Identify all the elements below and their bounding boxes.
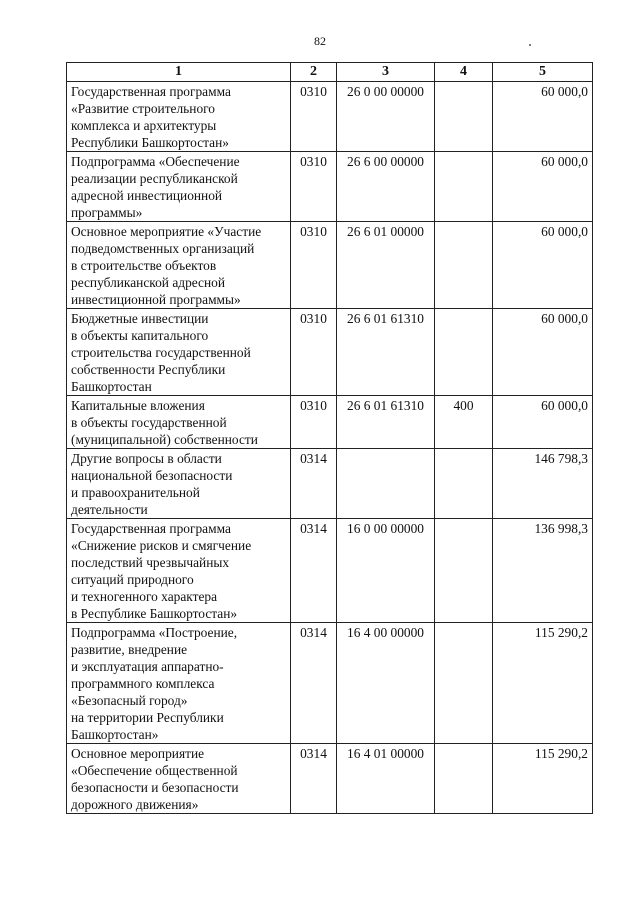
header-col-1: 1 bbox=[67, 63, 291, 82]
table-row bbox=[67, 396, 593, 449]
item-name-line: Другие вопросы в области bbox=[71, 451, 222, 466]
section-cell: 0310 bbox=[291, 152, 337, 222]
table-row bbox=[67, 309, 593, 396]
expense-type-cell: 400 bbox=[435, 396, 493, 449]
item-name-line: Подпрограмма «Обеспечение bbox=[71, 154, 240, 169]
item-name-line: дорожного движения» bbox=[71, 797, 199, 812]
item-name-line: «Обеспечение общественной bbox=[71, 763, 238, 778]
target-code-cell: 16 4 00 00000 bbox=[337, 623, 435, 744]
item-name-cell bbox=[67, 309, 291, 396]
item-name-line: (муниципальной) собственности bbox=[71, 432, 258, 447]
item-name-line: реализации республиканской bbox=[71, 171, 238, 186]
item-name-line: Государственная программа bbox=[71, 84, 231, 99]
item-name-line: «Развитие строительного bbox=[71, 101, 215, 116]
header-col-2: 2 bbox=[291, 63, 337, 82]
item-name-line: последствий чрезвычайных bbox=[71, 555, 230, 570]
section-cell: 0314 bbox=[291, 744, 337, 814]
item-name-line: подведомственных организаций bbox=[71, 241, 255, 256]
item-name-line: в объекты государственной bbox=[71, 415, 227, 430]
item-name-line: собственности Республики bbox=[71, 362, 226, 377]
amount-cell: 60 000,0 bbox=[493, 222, 593, 309]
expense-type-cell bbox=[435, 623, 493, 744]
item-name-line: развитие, внедрение bbox=[71, 642, 188, 657]
table-row bbox=[67, 222, 593, 309]
item-name-line: Основное мероприятие bbox=[71, 746, 205, 761]
item-name-cell bbox=[67, 82, 291, 152]
target-code-cell bbox=[337, 449, 435, 519]
item-name-line: в объекты капитального bbox=[71, 328, 209, 343]
amount-cell: 60 000,0 bbox=[493, 152, 593, 222]
item-name-line: и правоохранительной bbox=[71, 485, 200, 500]
scan-speck bbox=[529, 44, 531, 46]
target-code-cell: 26 6 00 00000 bbox=[337, 152, 435, 222]
expense-type-cell bbox=[435, 519, 493, 623]
table-row bbox=[67, 449, 593, 519]
section-cell: 0310 bbox=[291, 222, 337, 309]
item-name-line: республиканской адресной bbox=[71, 275, 226, 290]
item-name-line: Подпрограмма «Построение, bbox=[71, 625, 238, 640]
table-row bbox=[67, 623, 593, 744]
expense-type-cell bbox=[435, 152, 493, 222]
item-name-line: инвестиционной программы» bbox=[71, 292, 241, 307]
header-col-5: 5 bbox=[493, 63, 593, 82]
target-code-cell: 26 6 01 61310 bbox=[337, 309, 435, 396]
expense-type-cell bbox=[435, 744, 493, 814]
item-name-line: Башкортостан bbox=[71, 379, 152, 394]
target-code-cell: 16 0 00 00000 bbox=[337, 519, 435, 623]
expense-type-cell bbox=[435, 449, 493, 519]
item-name-line: в строительстве объектов bbox=[71, 258, 217, 273]
item-name-cell bbox=[67, 623, 291, 744]
target-code-cell: 26 0 00 00000 bbox=[337, 82, 435, 152]
item-name-line: национальной безопасности bbox=[71, 468, 233, 483]
section-cell: 0310 bbox=[291, 82, 337, 152]
amount-cell: 115 290,2 bbox=[493, 623, 593, 744]
item-name-line: ситуаций природного bbox=[71, 572, 194, 587]
item-name-line: деятельности bbox=[71, 502, 148, 517]
amount-cell: 136 998,3 bbox=[493, 519, 593, 623]
header-row bbox=[67, 63, 593, 82]
section-cell: 0314 bbox=[291, 623, 337, 744]
amount-cell: 60 000,0 bbox=[493, 309, 593, 396]
item-name-line: «Снижение рисков и смягчение bbox=[71, 538, 252, 553]
header-col-3: 3 bbox=[337, 63, 435, 82]
item-name-line: программного комплекса bbox=[71, 676, 215, 691]
item-name-line: и техногенного характера bbox=[71, 589, 218, 604]
item-name-line: Государственная программа bbox=[71, 521, 231, 536]
section-cell: 0310 bbox=[291, 396, 337, 449]
item-name-cell bbox=[67, 152, 291, 222]
budget-table bbox=[66, 62, 593, 814]
expense-type-cell bbox=[435, 309, 493, 396]
amount-cell: 60 000,0 bbox=[493, 82, 593, 152]
section-cell: 0314 bbox=[291, 449, 337, 519]
item-name-line: «Безопасный город» bbox=[71, 693, 188, 708]
amount-cell: 60 000,0 bbox=[493, 396, 593, 449]
item-name-cell bbox=[67, 744, 291, 814]
table-body bbox=[67, 82, 593, 814]
item-name-line: на территории Республики bbox=[71, 710, 224, 725]
table-row bbox=[67, 744, 593, 814]
amount-cell: 115 290,2 bbox=[493, 744, 593, 814]
table-row bbox=[67, 152, 593, 222]
item-name-line: Башкортостан» bbox=[71, 727, 159, 742]
table-row bbox=[67, 519, 593, 623]
section-cell: 0310 bbox=[291, 309, 337, 396]
item-name-line: Основное мероприятие «Участие bbox=[71, 224, 262, 239]
item-name-cell bbox=[67, 519, 291, 623]
expense-type-cell bbox=[435, 82, 493, 152]
header-col-4: 4 bbox=[435, 63, 493, 82]
item-name-line: Бюджетные инвестиции bbox=[71, 311, 209, 326]
amount-cell: 146 798,3 bbox=[493, 449, 593, 519]
item-name-line: Капитальные вложения bbox=[71, 398, 205, 413]
item-name-line: в Республике Башкортостан» bbox=[71, 606, 238, 621]
page-number: 82 bbox=[314, 34, 326, 48]
item-name-line: программы» bbox=[71, 205, 143, 220]
item-name-cell bbox=[67, 222, 291, 309]
item-name-line: адресной инвестиционной bbox=[71, 188, 223, 203]
item-name-line: комплекса и архитектуры bbox=[71, 118, 217, 133]
target-code-cell: 16 4 01 00000 bbox=[337, 744, 435, 814]
expense-type-cell bbox=[435, 222, 493, 309]
target-code-cell: 26 6 01 61310 bbox=[337, 396, 435, 449]
item-name-line: безопасности и безопасности bbox=[71, 780, 239, 795]
item-name-cell bbox=[67, 449, 291, 519]
item-name-line: и эксплуатация аппаратно- bbox=[71, 659, 224, 674]
item-name-line: Республики Башкортостан» bbox=[71, 135, 229, 150]
item-name-cell bbox=[67, 396, 291, 449]
table-row bbox=[67, 82, 593, 152]
item-name-line: строительства государственной bbox=[71, 345, 251, 360]
target-code-cell: 26 6 01 00000 bbox=[337, 222, 435, 309]
section-cell: 0314 bbox=[291, 519, 337, 623]
